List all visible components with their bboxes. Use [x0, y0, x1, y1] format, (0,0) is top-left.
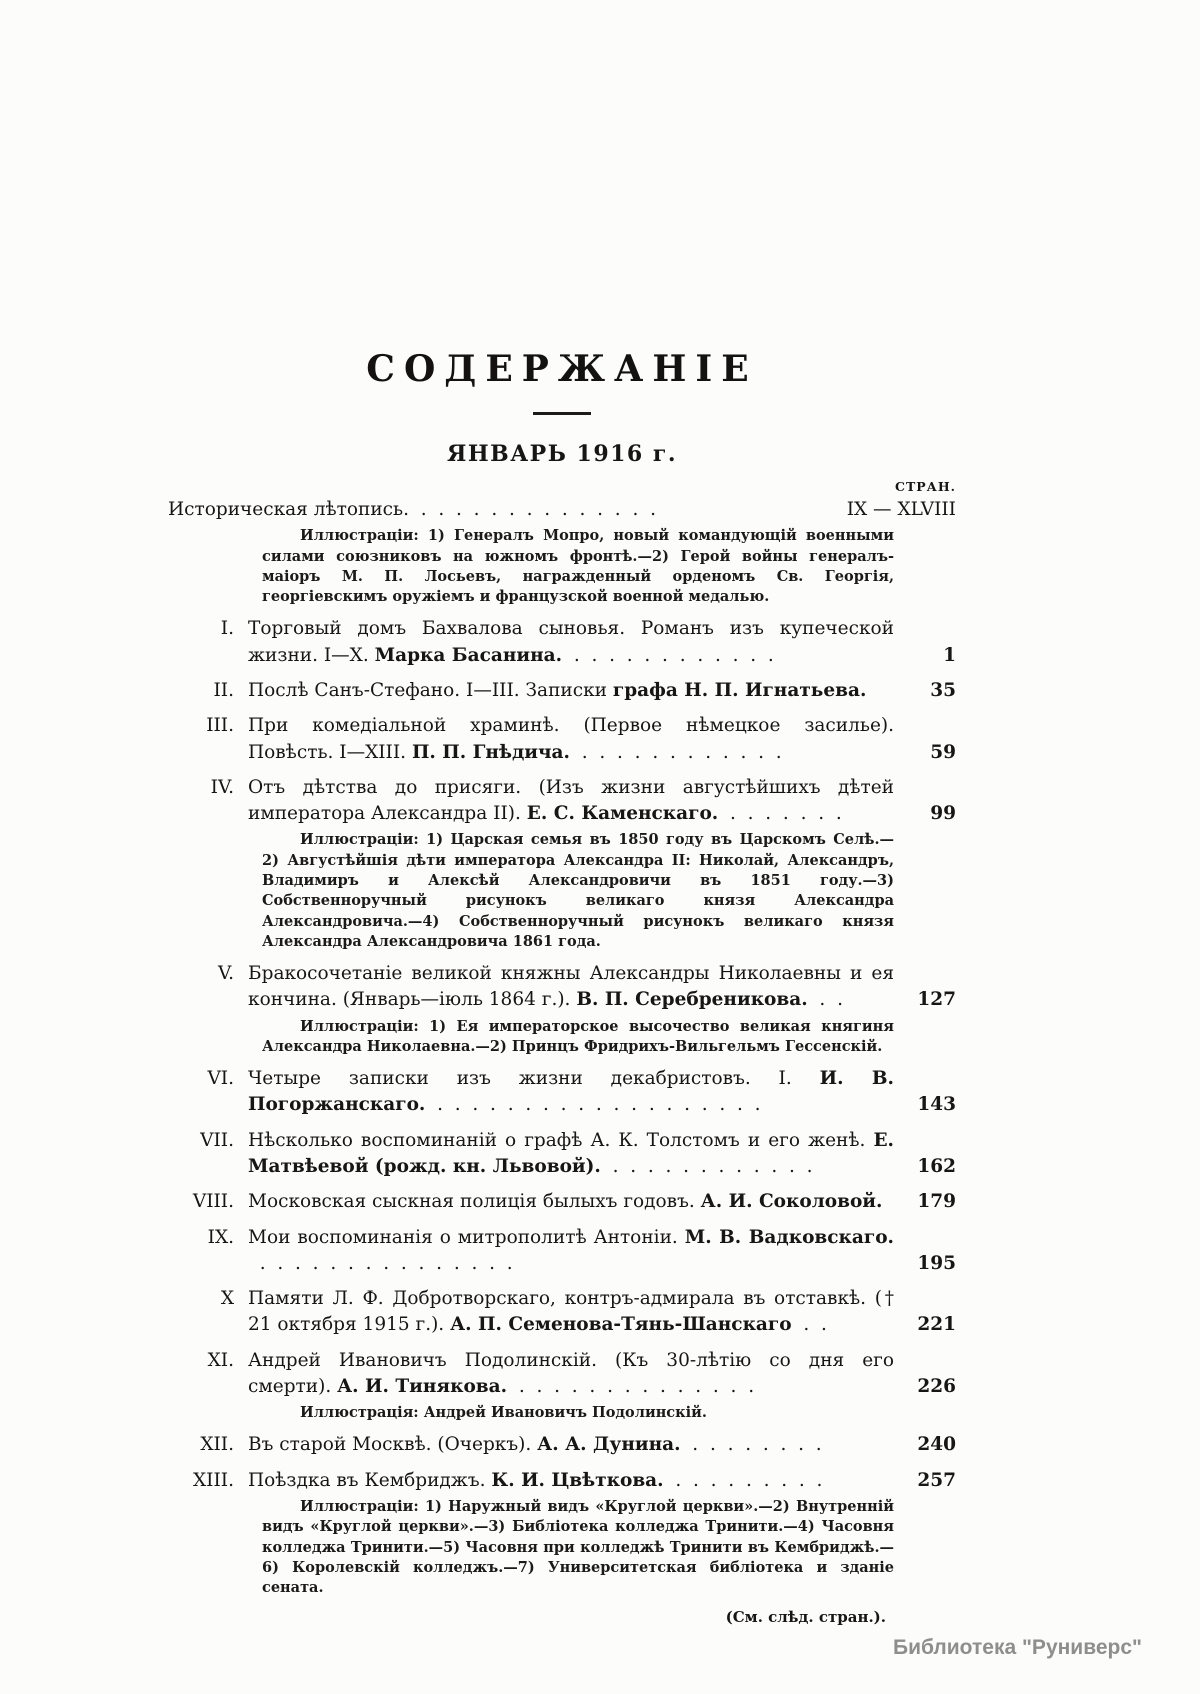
entry-page: 179	[917, 1191, 956, 1213]
dot-leader: . . . . . . . . .	[663, 1469, 823, 1491]
entry-number: V.	[217, 963, 234, 985]
entry-main-row	[168, 1128, 956, 1181]
entry-page: 127	[917, 989, 956, 1011]
toc-entry	[168, 1432, 956, 1458]
entry-author: Марка Басанина.	[374, 644, 563, 666]
entry-title-text: Послѣ Санъ-Стефано. I—III. Записки	[248, 679, 613, 701]
dot-leader: . . . . . . . . . . . . . .	[507, 1375, 755, 1397]
entry-title-text: Андрей Ивановичъ Подолинскій. (Къ 30-лѣтію со дня его смерти).	[248, 1349, 894, 1397]
dot-leader: . . . . . . . . . . . .	[569, 741, 782, 763]
entry-number: XI.	[207, 1349, 234, 1371]
entry-author: В. П. Серебреникова.	[576, 989, 808, 1011]
toc-entry	[168, 1286, 956, 1339]
entry-text	[248, 713, 894, 766]
entry-title-text: Четыре записки изъ жизни декабристовъ. I.	[248, 1068, 820, 1090]
entry-text	[248, 1189, 894, 1215]
entry-title-text: Московская сыскная полиція былыхъ годовъ.	[248, 1191, 701, 1213]
entry-number: VII.	[200, 1129, 234, 1151]
entry-text	[248, 1066, 894, 1119]
continuation-note: (См. слѣд. стран.).	[725, 1608, 886, 1627]
toc-entry	[168, 775, 956, 952]
entry-number: X	[220, 1288, 234, 1310]
entry-author: М. В. Вадковскаго.	[684, 1226, 894, 1248]
entry-author: А. А. Дунина.	[537, 1434, 681, 1456]
entry-title-text: Мои воспоминанія о митрополитѣ Антоніи.	[248, 1226, 685, 1248]
entry-title-text: Въ старой Москвѣ. (Очеркъ).	[248, 1434, 538, 1456]
entry-author: А. И. Соколовой.	[700, 1191, 883, 1213]
dot-leader: . .	[791, 1314, 827, 1336]
entry-text	[248, 775, 894, 828]
library-watermark: Библиотека "Руниверс"	[892, 1636, 1142, 1659]
dot-leader: . . . . . . . . . . . . . . . . . . .	[425, 1094, 761, 1116]
entry-page: 195	[917, 1252, 956, 1274]
entry-number: VI.	[207, 1068, 234, 1090]
entry-page: 257	[917, 1469, 956, 1491]
entry-main-row	[168, 1468, 956, 1494]
entry-text	[248, 1286, 894, 1339]
entry-page: 162	[917, 1156, 956, 1178]
toc-entry	[168, 616, 956, 669]
entry-main-row	[168, 616, 956, 669]
entry-author: П. П. Гнѣдича.	[411, 741, 570, 763]
entry-main-row	[168, 1189, 956, 1215]
entry-author: графа Н. П. Игнатьева.	[612, 679, 867, 701]
entry-text	[248, 1128, 894, 1181]
dot-leader: . . . . . . .	[718, 803, 842, 825]
entry-title-text: Поѣздка въ Кембриджъ.	[248, 1469, 492, 1491]
entries-list	[168, 616, 956, 1598]
toc-entry	[168, 1066, 956, 1119]
entry-author: А. П. Семенова-Тянь-Шанскаго	[450, 1314, 792, 1336]
entry-main-row	[168, 1432, 956, 1458]
toc-entry	[168, 1468, 956, 1599]
entry-text	[248, 1432, 894, 1458]
entry-page: 226	[917, 1375, 956, 1397]
letopis-title-text: Историческая лѣтопись.	[168, 499, 409, 520]
entry-page: 240	[917, 1434, 956, 1456]
toc-entry	[168, 1128, 956, 1181]
entry-author: И. В. Погоржанскаго.	[248, 1068, 894, 1116]
title-divider	[533, 412, 591, 415]
entry-title-text: Памяти Л. Ф. Добротворскаго, контръ-адмирала въ отставкѣ. († 21 октября 1915 г.).	[248, 1288, 894, 1336]
entry-number: IX.	[207, 1226, 234, 1248]
entry-text	[248, 1348, 894, 1401]
entry-page: 99	[930, 803, 956, 825]
letopis-page-range: IX — XLVIII	[846, 499, 956, 520]
page-content	[168, 348, 956, 1626]
dot-leader: . . . . . . . . . . . .	[562, 644, 774, 666]
entry-number: XIII.	[193, 1469, 234, 1491]
entry-text	[248, 961, 894, 1014]
entry-text	[248, 616, 894, 669]
entry-number: XII.	[200, 1434, 234, 1456]
letopis-row	[168, 497, 956, 523]
toc-entry	[168, 1348, 956, 1424]
entry-title-text: Отъ дѣтства до присяги. (Изъ жизни августѣйшихъ дѣтей императора Александра II).	[248, 776, 894, 825]
page-title: СОДЕРЖАНІЕ	[366, 348, 758, 390]
dot-leader: . . . . . . . . . . . . . .	[408, 499, 656, 520]
entry-main-row	[168, 775, 956, 828]
entry-note: Иллюстрація: Андрей Ивановичъ Подолинскій.	[300, 1404, 707, 1422]
entry-author: Е. С. Каменскаго.	[526, 803, 719, 825]
entry-page: 35	[930, 679, 956, 701]
toc-entry	[168, 961, 956, 1057]
entry-author: Е. Матвѣевой (рожд. кн. Львовой).	[248, 1129, 894, 1178]
toc-entry	[168, 678, 956, 704]
entry-note: Иллюстраціи: 1) Наружный видъ «Круглой церкви».—2) Внутренній видъ «Круглой церкви».—3) Библіотека колледжа Тринити.—4) Часовня колледжа Тринити.—5) Часовня при колледжѣ Тринити въ Кембриджѣ.— 6) Королевскій колледжъ.—7) Университетская библіотека и зданіе сената.	[262, 1497, 894, 1597]
letopis-title	[168, 497, 838, 523]
entry-page: 143	[917, 1094, 956, 1116]
entry-main-row	[168, 1286, 956, 1339]
entry-title-text: При комедіальной храминѣ. (Первое нѣмецкое засилье). Повѣсть. I—XIII.	[248, 715, 894, 763]
entry-main-row	[168, 713, 956, 766]
entry-title-text: Бракосочетаніе великой княжны Александры Николаевны и ея кончина. (Январь—іюль 1864 г.).	[248, 963, 894, 1011]
entry-title-text: Нѣсколько воспоминаній о графѣ А. К. Толстомъ и его женѣ.	[248, 1129, 874, 1151]
toc-entry	[168, 1189, 956, 1215]
entry-text	[248, 1468, 894, 1494]
dot-leader: . .	[807, 989, 843, 1011]
dot-leader: . . . . . . . . . . . . . . .	[248, 1252, 513, 1274]
entry-author: А. И. Тинякова.	[337, 1375, 508, 1397]
entry-page: 59	[930, 741, 956, 763]
entry-number: I.	[220, 618, 234, 640]
entry-page: 1	[943, 644, 956, 666]
entry-number: IV.	[210, 776, 234, 798]
entry-number: III.	[206, 715, 234, 737]
entry-page: 221	[917, 1314, 956, 1336]
toc-entry	[168, 713, 956, 766]
dot-leader: . . . . . . . . . . . .	[600, 1156, 813, 1178]
pages-column-header: СТРАН.	[895, 479, 956, 494]
entry-text	[248, 678, 894, 704]
entry-note: Иллюстраціи: 1) Царская семья въ 1850 году въ Царскомъ Селѣ.— 2) Августѣйшія дѣти императора Александра II: Николай, Александръ, Владимиръ и Алексѣй Александровичи въ 1851 году.—3) Собственноручный рисунокъ великаго князя Александра Александровича.—4) Собственноручный рисунокъ великаго князя Александра Александровича 1861 года.	[262, 831, 894, 950]
toc-entry	[168, 1225, 956, 1278]
letopis-illustrations-note: Иллюстраціи: 1) Генералъ Мопро, новый командующій военными силами союзниковъ на южномъ фронтѣ.—2) Герой войны генералъ-маіоръ М. П. Лосьевъ, награжденный орденомъ Св. Георгія, георгіевскимъ оружіемъ и французской военной медалью.	[262, 527, 894, 606]
entry-author: К. И. Цвѣткова.	[491, 1469, 664, 1491]
entry-number: II.	[213, 679, 234, 701]
entry-main-row	[168, 1348, 956, 1401]
entry-main-row	[168, 678, 956, 704]
entry-note: Иллюстраціи: 1) Ея императорское высочество великая княгиня Александра Николаевна.—2) Принцъ Фридрихъ-Вильгельмъ Гессенскій.	[262, 1017, 894, 1055]
dot-leader: . . . . . . . .	[680, 1434, 822, 1456]
entry-main-row	[168, 1225, 956, 1278]
entry-main-row	[168, 1066, 956, 1119]
entry-number: VIII.	[192, 1191, 234, 1213]
entry-text	[248, 1225, 894, 1278]
entry-title-text: Торговый домъ Бахвалова сыновья. Романъ изъ купеческой жизни. I—X.	[248, 618, 894, 666]
entry-main-row	[168, 961, 956, 1014]
issue-heading: ЯНВАРЬ 1916 г.	[446, 441, 678, 467]
